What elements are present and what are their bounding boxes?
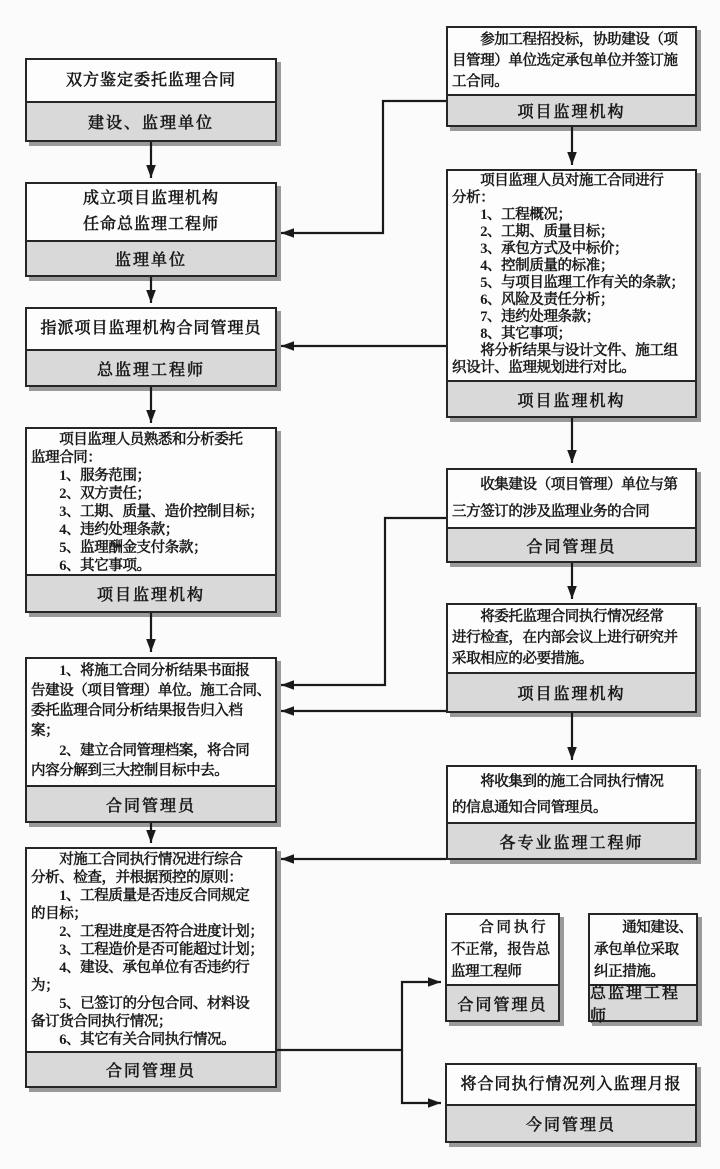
box-role-label-abnormal-report: 合同管理员 <box>447 984 558 1020</box>
box-text-line: 参加工程招投标，协助建设（项 <box>452 32 678 48</box>
box-text-line: 分析、检查，并根据预控的原则： <box>31 870 243 886</box>
arrowhead-bidding-to-contract-analysis <box>567 152 577 165</box>
box-text-line: 通知建设、 <box>594 920 693 936</box>
box-role-label-regular-inspection: 项目监理机构 <box>448 672 695 711</box>
box-text-line: 将收集到的施工合同执行情况 <box>452 774 664 790</box>
flow-box-regular-inspection <box>446 603 697 713</box>
box-role-label-collect-third-party-contracts: 合同管理员 <box>448 527 695 561</box>
box-text-line: 的目标； <box>31 906 88 922</box>
box-text-line: 5、与项目监理工作有关的条款； <box>452 275 685 291</box>
flow-box-assign-contract-admin <box>25 307 277 387</box>
box-text-line: 织设计、监理规划进行对比。 <box>452 360 636 376</box>
flow-box-abnormal-report <box>445 913 560 1022</box>
box-body-report-and-archive <box>27 659 275 785</box>
box-text-line: 指派项目监理机构合同管理员 <box>40 320 262 337</box>
box-text-line: 6、其它有关合同执行情况。 <box>31 1032 236 1048</box>
arrowhead-sign-to-establish <box>146 165 156 178</box>
box-role-label-notify-correction: 总监理工程师 <box>590 984 696 1020</box>
box-body-analyze-entrust-contract <box>27 429 275 574</box>
box-role-label-notify-contract-admin: 各专业监理工程师 <box>448 822 695 858</box>
box-body-notify-correction <box>590 915 696 984</box>
box-text-line: 采取相应的必要措施。 <box>452 651 593 667</box>
box-role-label-analyze-entrust-contract: 项目监理机构 <box>27 574 275 611</box>
box-text-line: 项目监理人员熟悉和分析委托 <box>31 432 243 448</box>
box-role-label-comprehensive-check: 合同管理员 <box>27 1051 275 1086</box>
box-text-line: 三方签订的涉及监理业务的合同 <box>452 504 650 520</box>
arrowhead-notify-to-check <box>281 854 294 864</box>
flow-box-analyze-entrust-contract <box>25 427 277 613</box>
box-text-line: 将分析结果与设计文件、施工组 <box>452 343 678 359</box>
box-text-line: 成立项目监理机构 <box>82 190 219 207</box>
box-text-line: 3、承包方式及中标价； <box>452 241 629 257</box>
box-text-line: 收集建设（项目管理）单位与第 <box>452 477 678 493</box>
box-text-line: 7、违约处理条款； <box>452 309 600 325</box>
box-text-line: 为； <box>31 978 60 994</box>
box-text-line: 进行检查，在内部会议上进行研究并 <box>452 630 678 646</box>
arrowhead-contract-analysis-to-collect <box>567 450 577 463</box>
flow-box-comprehensive-check <box>25 847 277 1088</box>
box-body-monthly-report <box>447 1065 695 1104</box>
arrowhead-establish-to-assign <box>146 290 156 303</box>
box-body-notify-contract-admin <box>448 767 695 822</box>
box-body-abnormal-report <box>447 915 558 984</box>
arrowhead-check-to-monthly <box>428 1098 441 1108</box>
flow-box-report-and-archive <box>25 657 277 823</box>
box-text-line: 3、工程造价是否可能超过计划； <box>31 942 264 958</box>
box-text-line: 的信息通知合同管理员。 <box>452 800 608 816</box>
arrowhead-collect-to-inspection <box>567 586 577 599</box>
arrowhead-check-to-abnormal <box>428 977 441 987</box>
box-text-line: 1、服务范围； <box>31 468 151 484</box>
box-text-line: 任命总监理工程师 <box>82 216 219 233</box>
box-text-line: 1、工程质量是否违反合同规定 <box>31 888 250 904</box>
box-text-line: 8、其它事项； <box>452 326 572 342</box>
box-text-line: 监理工程师 <box>451 964 522 980</box>
box-body-collect-third-party-contracts <box>448 470 695 527</box>
arrowhead-collect-to-report-archive <box>281 680 294 690</box>
flow-box-notify-correction <box>588 913 698 1025</box>
box-text-line: 5、已签订的分包合同、材料设 <box>31 996 250 1012</box>
connector-bidding-to-establish <box>281 101 446 233</box>
flow-box-monthly-report <box>445 1063 697 1143</box>
box-body-establish-org <box>27 184 275 240</box>
box-text-line: 双方鉴定委托监理合同 <box>65 71 236 89</box>
box-role-label-assign-contract-admin: 总监理工程师 <box>27 349 275 385</box>
box-text-line: 案； <box>31 723 60 739</box>
box-text-line: 合 同 执 行 <box>451 920 546 936</box>
flow-box-analyze-construction-contract <box>446 169 697 418</box>
box-role-label-bidding-assist: 项目监理机构 <box>448 94 695 125</box>
box-text-line: 4、建设、承包单位有否违约行 <box>31 960 250 976</box>
box-text-line: 2、工程进度是否符合进度计划； <box>31 924 264 940</box>
box-text-line: 目管理）单位选定承包单位并签订施 <box>452 53 678 69</box>
box-role-label-report-and-archive: 合同管理员 <box>27 785 275 821</box>
box-text-line: 2、双方责任； <box>31 486 151 502</box>
box-body-regular-inspection <box>448 605 695 672</box>
box-text-line: 6、其它事项。 <box>31 558 151 574</box>
flow-box-notify-contract-admin <box>446 765 697 860</box>
box-text-line: 4、控制质量的标准； <box>452 258 614 274</box>
box-text-line: 将合同执行情况列入监理月报 <box>460 1075 682 1093</box>
box-text-line: 5、监理酬金支付条款； <box>31 540 208 556</box>
connector-collect-to-report-archive <box>281 518 446 685</box>
box-text-line: 不正常，报告总 <box>451 942 550 958</box>
box-role-label-monthly-report: 今同管理员 <box>447 1104 695 1141</box>
box-text-line: 2、工期、质量目标； <box>452 224 614 240</box>
box-text-line: 分析： <box>452 190 495 206</box>
box-body-sign-entrust-contract <box>27 60 275 101</box>
box-text-line: 2、建立合同管理档案，将合同 <box>31 743 250 759</box>
flow-box-sign-entrust-contract <box>25 58 277 142</box>
box-text-line: 监理合同： <box>31 450 102 466</box>
box-text-line: 6、风险及责任分析； <box>452 292 614 308</box>
box-body-analyze-construction-contract <box>448 171 695 380</box>
arrowhead-assign-to-analyze <box>146 410 156 423</box>
box-text-line: 1、将施工合同分析结果书面报 <box>31 663 250 679</box>
arrowhead-report-to-check <box>146 830 156 843</box>
box-text-line: 备订货合同执行情况； <box>31 1014 172 1030</box>
flow-box-collect-third-party-contracts <box>446 468 697 563</box>
box-text-line: 工合同。 <box>452 74 509 90</box>
flow-box-establish-org <box>25 182 277 277</box>
box-text-line: 4、违约处理条款； <box>31 522 179 538</box>
flow-box-bidding-assist <box>446 26 697 127</box>
arrowhead-bidding-to-establish <box>281 228 294 238</box>
arrowhead-contract-analysis-to-assign <box>281 341 294 351</box>
arrowhead-analyze-to-report <box>146 639 156 652</box>
box-role-label-analyze-construction-contract: 项目监理机构 <box>448 380 695 416</box>
box-text-line: 将委托监理合同执行情况经常 <box>452 609 664 625</box>
box-text-line: 委托监理合同分析结果报告归入档 <box>31 703 243 719</box>
connector-check-to-monthly <box>402 1050 441 1103</box>
box-text-line: 3、工期、质量、造价控制目标； <box>31 504 264 520</box>
box-text-line: 项目监理人员对施工合同进行 <box>452 173 664 189</box>
box-body-assign-contract-admin <box>27 309 275 349</box>
box-text-line: 承包单位采取 <box>594 942 679 958</box>
box-text-line: 对施工合同执行情况进行综合 <box>31 852 243 868</box>
box-role-label-establish-org: 监理单位 <box>27 240 275 275</box>
box-text-line: 内容分解到三大控制目标中去。 <box>31 763 229 779</box>
box-body-comprehensive-check <box>27 849 275 1051</box>
box-text-line: 1、工程概况； <box>452 207 572 223</box>
box-text-line: 告建设（项目管理）单位。施工合同、 <box>31 683 271 699</box>
connector-check-to-abnormal <box>277 982 441 1050</box>
box-text-line: 纠正措施。 <box>594 964 665 980</box>
arrowhead-inspection-to-notify <box>567 747 577 760</box>
arrowhead-inspection-to-report-archive <box>281 706 294 716</box>
box-role-label-sign-entrust-contract: 建设、监理单位 <box>27 101 275 140</box>
box-body-bidding-assist <box>448 28 695 94</box>
